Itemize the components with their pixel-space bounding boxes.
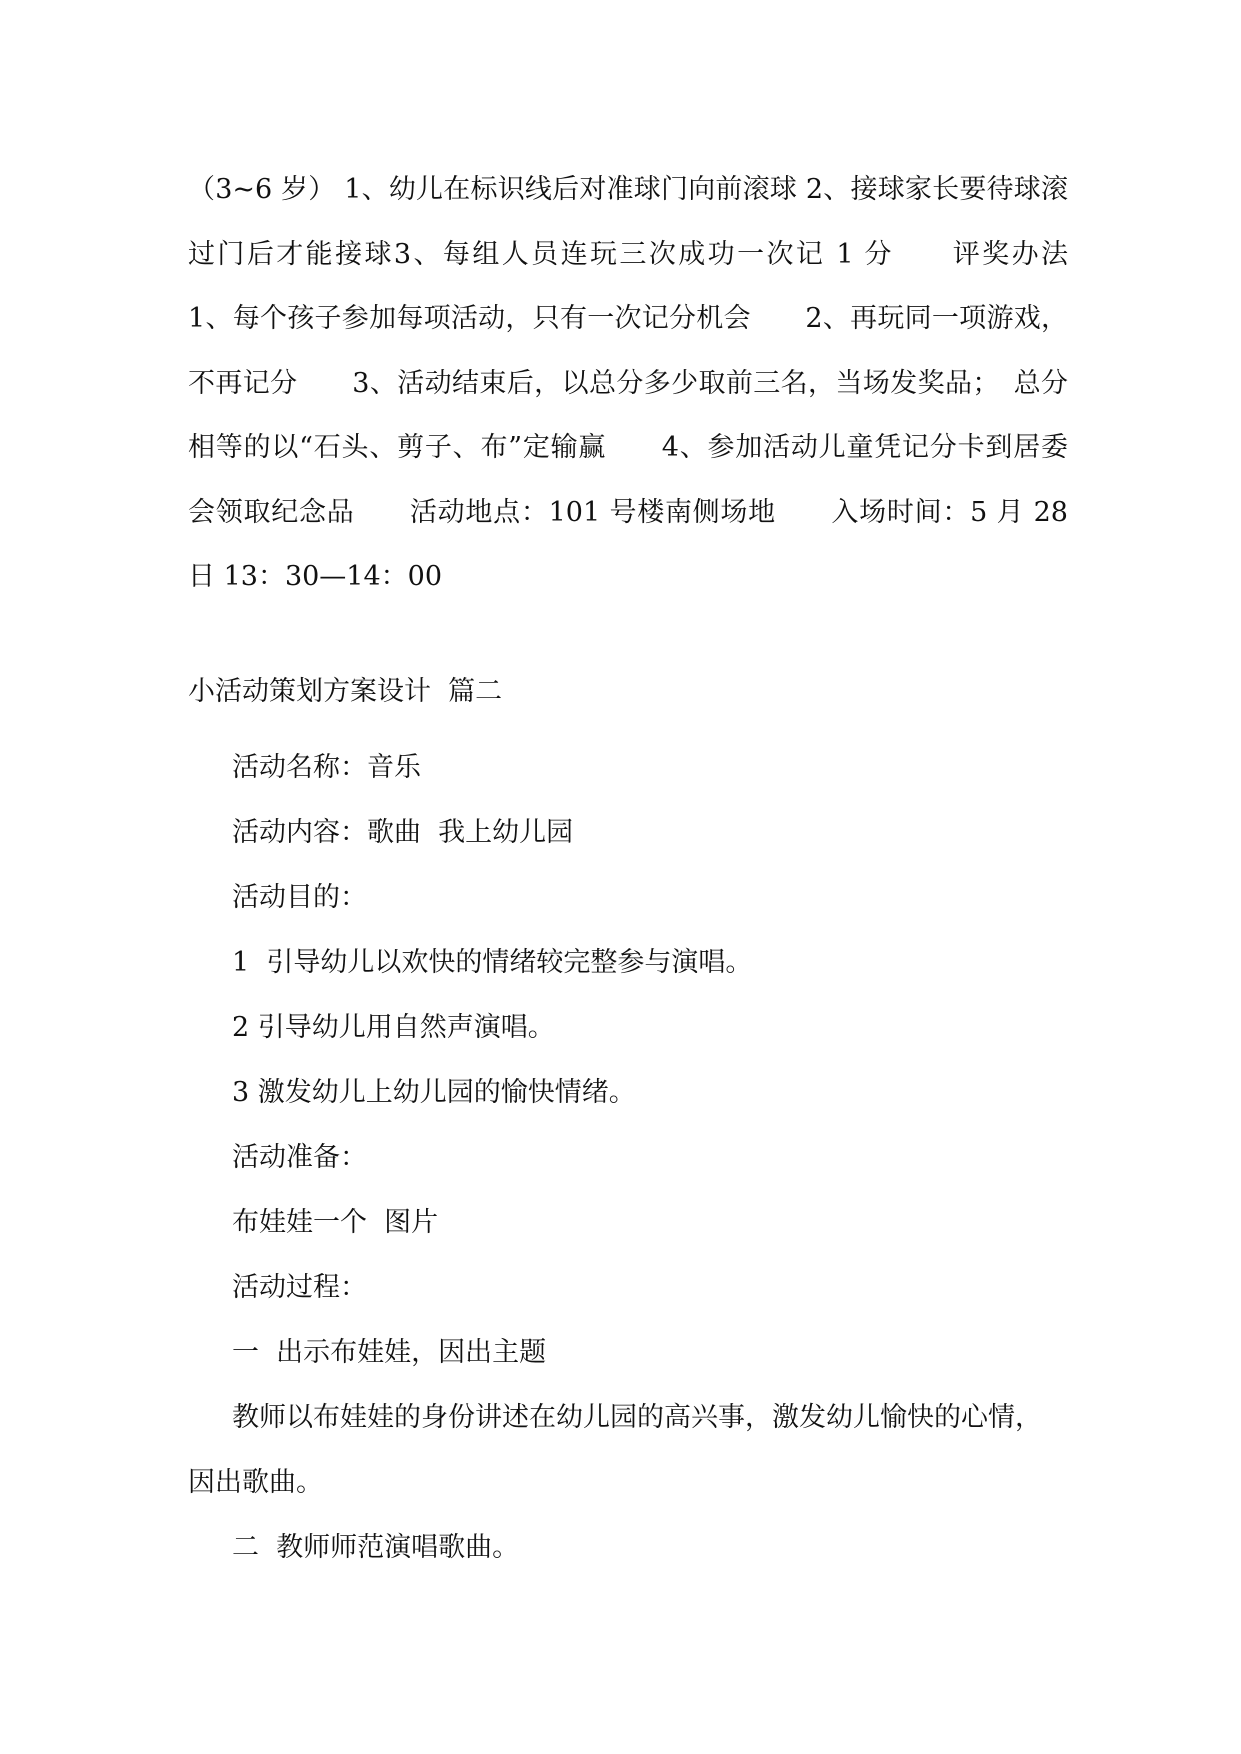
goal-item-1: 1 引导幼儿以欢快的情绪较完整参与演唱。 — [232, 947, 753, 978]
activity-rules-paragraph: （3~6 岁） 1、幼儿在标识线后对准球门向前滚球 2、接球家长要待球滚过门后才能接球3、每组人员连玩三次成功一次记 1 分 评奖办法 1、每个孩子参加每项活动，只有一次记分机会 2、再玩同一项游戏，不再记分 3、活动结束后，以总分多少取前三名，当场发奖品； 总分相等的以“石头、剪子、布”定输赢 4、参加活动儿童凭记分卡到居委会领取纪念品 活动地点：101 号楼南侧场地 入场时间：5 月 28 日 13：30—14：00 — [188, 174, 1122, 592]
process-step-2: 二 教师师范演唱歌曲。 — [232, 1532, 520, 1563]
activity-prep-heading: 活动准备： — [232, 1142, 367, 1173]
goal-item-2: 2 引导幼儿用自然声演唱。 — [232, 1012, 555, 1043]
process-step-1: 一 出示布娃娃，因出主题 — [232, 1337, 547, 1368]
activity-content-line: 活动内容：歌曲 我上幼儿园 — [232, 817, 574, 848]
activity-name-line: 活动名称：音乐 — [232, 752, 421, 783]
process-step-1-description: 教师以布娃娃的身份讲述在幼儿园的高兴事，激发幼儿愉快的心情，因出歌曲。 — [188, 1402, 1042, 1498]
section-title: 小活动策划方案设计 篇二 — [188, 676, 503, 707]
activity-goal-heading: 活动目的： — [232, 882, 367, 913]
activity-process-heading: 活动过程： — [232, 1272, 367, 1303]
prep-items-line: 布娃娃一个 图片 — [232, 1207, 439, 1238]
goal-item-3: 3 激发幼儿上幼儿园的愉快情绪。 — [232, 1077, 636, 1108]
plan-body — [188, 735, 1068, 1580]
